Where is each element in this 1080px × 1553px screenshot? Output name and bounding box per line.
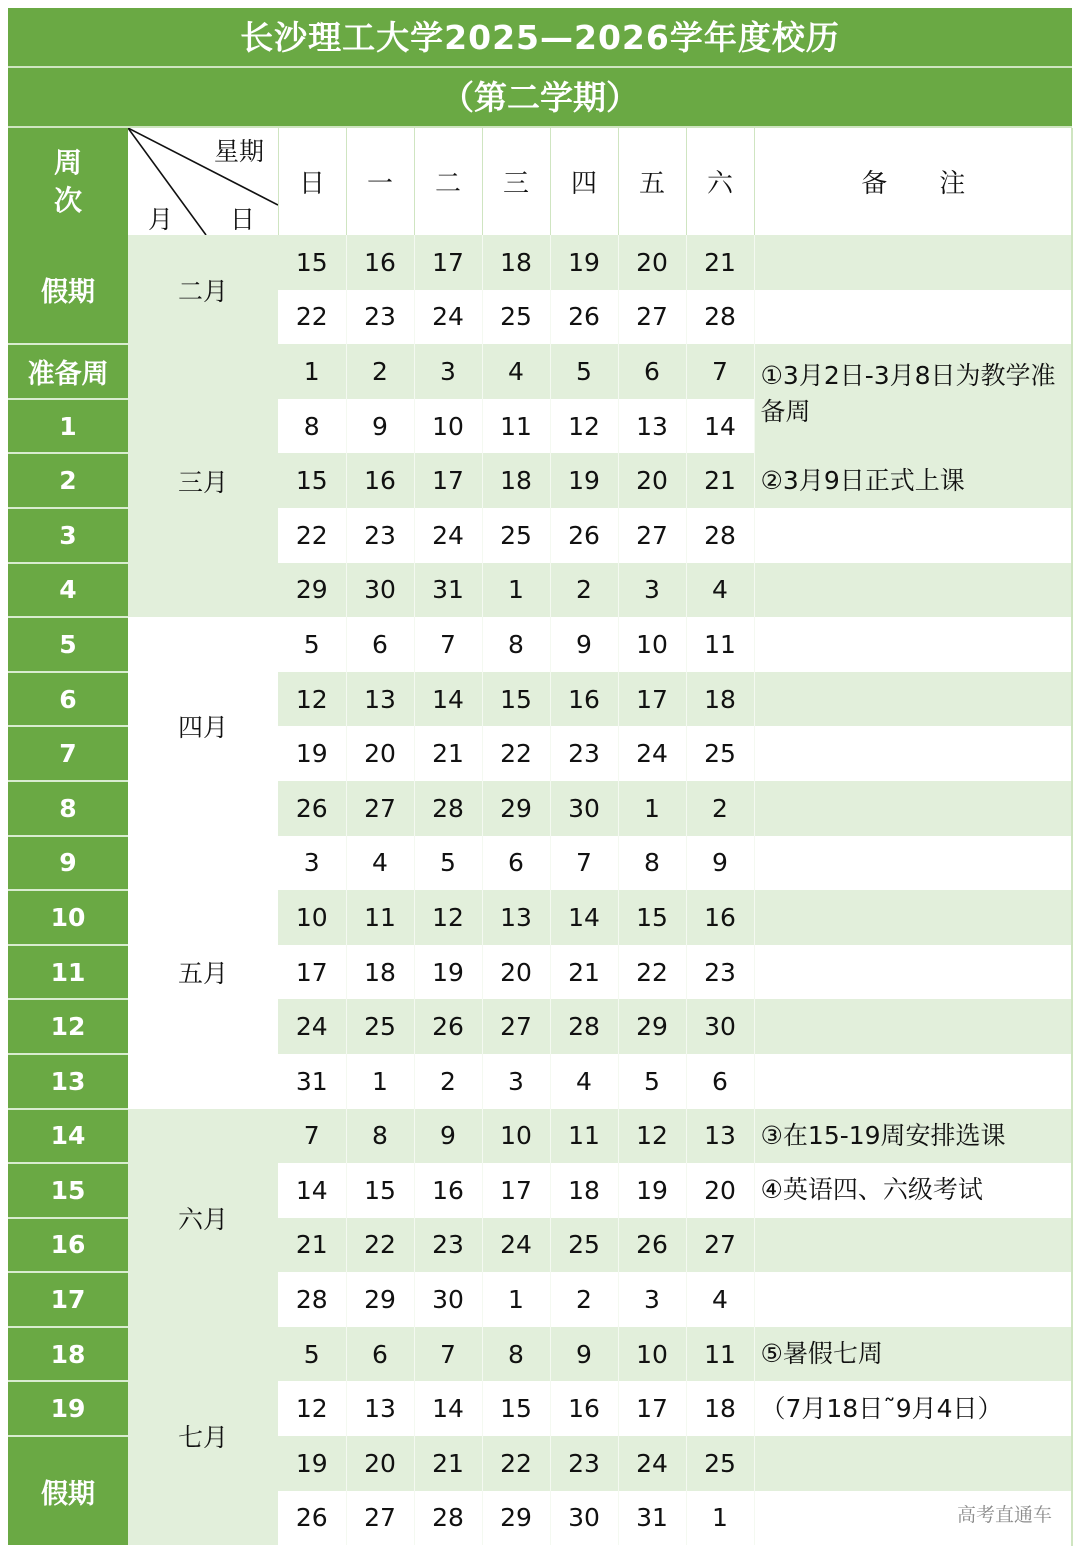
date-cell: 16 [414,1163,482,1218]
date-cell: 24 [414,508,482,563]
remark-summer-dates: （7月18日˜9月4日） [754,1381,1072,1436]
remark-cell [754,890,1072,945]
date-cell: 19 [550,235,618,290]
date-cell: 18 [346,945,414,1000]
week-cell: 16 [8,1218,128,1273]
date-cell: 5 [278,617,346,672]
date-cell: 22 [346,1218,414,1273]
date-cell: 18 [686,1381,754,1436]
day-header-fri: 五 [618,128,686,235]
date-cell: 17 [482,1163,550,1218]
date-cell: 1 [686,1491,754,1546]
date-cell: 5 [550,344,618,399]
date-cell: 15 [482,672,550,727]
date-cell: 1 [482,1272,550,1327]
date-cell: 23 [686,945,754,1000]
date-cell: 13 [686,1109,754,1164]
date-cell: 13 [346,1381,414,1436]
date-cell: 27 [346,1491,414,1546]
date-cell: 18 [550,1163,618,1218]
month-cell: 四月 [128,617,278,835]
date-cell: 31 [414,563,482,618]
remark-classes-start: ②3月9日正式上课 [754,453,1072,508]
date-cell: 24 [618,1436,686,1491]
day-header-wed: 三 [482,128,550,235]
week-cell: 3 [8,508,128,563]
date-cell: 23 [346,290,414,345]
date-cell: 7 [686,344,754,399]
date-cell: 9 [346,399,414,454]
date-cell: 15 [278,235,346,290]
week-cell: 1 [8,399,128,454]
date-cell: 1 [278,344,346,399]
date-cell: 30 [550,781,618,836]
week-cell: 19 [8,1381,128,1436]
remark-cell [754,290,1072,345]
remark-cell [754,672,1072,727]
date-cell: 4 [550,1054,618,1109]
date-cell: 6 [482,836,550,891]
date-cell: 5 [278,1327,346,1382]
week-cell: 4 [8,563,128,618]
date-cell: 16 [686,890,754,945]
day-header-sun: 日 [278,128,346,235]
date-cell: 20 [346,726,414,781]
date-cell: 25 [346,999,414,1054]
diag-month-label: 月 [148,205,174,234]
remark-cell [754,1436,1072,1491]
date-cell: 9 [550,1327,618,1382]
date-cell: 28 [414,781,482,836]
date-cell: 25 [686,726,754,781]
date-cell: 26 [618,1218,686,1273]
date-cell: 20 [482,945,550,1000]
date-cell: 9 [550,617,618,672]
date-cell: 20 [346,1436,414,1491]
date-cell: 22 [482,726,550,781]
date-cell: 3 [482,1054,550,1109]
date-cell: 12 [414,890,482,945]
diag-weekday-label: 星期 [214,137,265,166]
date-cell: 26 [550,508,618,563]
date-cell: 15 [482,1381,550,1436]
date-cell: 7 [414,617,482,672]
date-cell: 30 [686,999,754,1054]
date-cell: 29 [618,999,686,1054]
date-cell: 13 [346,672,414,727]
date-cell: 6 [686,1054,754,1109]
date-cell: 21 [414,1436,482,1491]
date-cell: 23 [346,508,414,563]
date-cell: 11 [686,1327,754,1382]
date-cell: 19 [550,453,618,508]
date-cell: 29 [346,1272,414,1327]
week-cell: 准备周 [8,344,128,399]
remark-course-selection: ③在15-19周安排选课 [754,1109,1072,1164]
date-cell: 24 [482,1218,550,1273]
date-cell: 29 [482,1491,550,1546]
date-cell: 4 [346,836,414,891]
date-cell: 13 [482,890,550,945]
date-cell: 12 [278,1381,346,1436]
week-cell: 2 [8,453,128,508]
month-cell: 二月 [128,235,278,344]
date-cell: 21 [686,235,754,290]
date-cell: 30 [414,1272,482,1327]
date-cell: 24 [414,290,482,345]
school-calendar [8,8,1072,1545]
date-cell: 27 [686,1218,754,1273]
date-cell: 27 [346,781,414,836]
date-cell: 28 [278,1272,346,1327]
calendar-subtitle: （第二学期） [8,68,1072,128]
remark-cell [754,945,1072,1000]
date-cell: 31 [278,1054,346,1109]
table-row [8,617,1072,672]
date-cell: 25 [482,290,550,345]
date-cell: 4 [686,1272,754,1327]
table-row [8,344,1072,399]
date-cell: 12 [550,399,618,454]
date-cell: 17 [278,945,346,1000]
day-header-sat: 六 [686,128,754,235]
date-cell: 24 [278,999,346,1054]
date-cell: 11 [550,1109,618,1164]
remark-cell [754,999,1072,1054]
date-cell: 18 [482,453,550,508]
date-cell: 21 [414,726,482,781]
remark-cell [754,1272,1072,1327]
date-cell: 3 [278,836,346,891]
week-header-line2: 次 [53,183,82,217]
date-cell: 3 [618,563,686,618]
date-cell: 27 [618,508,686,563]
date-cell: 10 [618,1327,686,1382]
date-cell: 4 [482,344,550,399]
remark-cell [754,1218,1072,1273]
date-cell: 6 [618,344,686,399]
date-cell: 10 [278,890,346,945]
table-right-border [1071,128,1073,1546]
date-cell: 28 [550,999,618,1054]
date-cell: 15 [278,453,346,508]
week-cell: 5 [8,617,128,672]
date-cell: 1 [618,781,686,836]
date-cell: 8 [482,1327,550,1382]
date-cell: 20 [618,453,686,508]
date-cell: 11 [482,399,550,454]
date-cell: 22 [482,1436,550,1491]
remarks-header: 备 注 [754,128,1072,235]
date-cell: 10 [618,617,686,672]
date-cell: 4 [686,563,754,618]
date-cell: 10 [414,399,482,454]
date-cell: 8 [482,617,550,672]
month-cell: 六月 [128,1109,278,1327]
date-cell: 2 [550,563,618,618]
date-cell: 24 [618,726,686,781]
date-cell: 23 [550,726,618,781]
date-cell: 28 [686,508,754,563]
week-cell: 15 [8,1163,128,1218]
week-cell: 14 [8,1109,128,1164]
date-cell: 9 [414,1109,482,1164]
date-cell: 22 [278,508,346,563]
date-cell: 29 [482,781,550,836]
date-cell: 11 [686,617,754,672]
date-cell: 15 [346,1163,414,1218]
date-cell: 20 [686,1163,754,1218]
date-cell: 23 [414,1218,482,1273]
week-cell: 9 [8,836,128,891]
date-cell: 21 [278,1218,346,1273]
remark-cell [754,235,1072,290]
date-cell: 22 [618,945,686,1000]
date-cell: 19 [414,945,482,1000]
week-cell: 17 [8,1272,128,1327]
week-cell: 假期 [8,1436,128,1545]
month-cell: 三月 [128,344,278,617]
date-cell: 29 [278,563,346,618]
date-cell: 26 [550,290,618,345]
date-cell: 1 [346,1054,414,1109]
date-cell: 31 [618,1491,686,1546]
table-row [8,1327,1072,1382]
date-cell: 16 [346,453,414,508]
date-cell: 18 [686,672,754,727]
week-cell: 10 [8,890,128,945]
month-cell: 七月 [128,1327,278,1545]
date-cell: 3 [414,344,482,399]
date-cell: 25 [482,508,550,563]
week-cell: 假期 [8,235,128,344]
date-cell: 27 [482,999,550,1054]
date-cell: 17 [618,1381,686,1436]
remark-cet-exam: ④英语四、六级考试 [754,1163,1072,1218]
date-cell: 16 [550,672,618,727]
date-cell: 26 [278,1491,346,1546]
date-cell: 25 [550,1218,618,1273]
week-cell: 7 [8,726,128,781]
week-header-line1: 周 [53,145,82,179]
date-cell: 14 [686,399,754,454]
remark-cell [754,508,1072,563]
date-cell: 21 [686,453,754,508]
date-cell: 12 [618,1109,686,1164]
date-cell: 22 [278,290,346,345]
date-cell: 2 [346,344,414,399]
date-cell: 18 [482,235,550,290]
date-cell: 9 [686,836,754,891]
date-cell: 16 [550,1381,618,1436]
date-cell: 7 [550,836,618,891]
week-cell: 12 [8,999,128,1054]
date-cell: 5 [618,1054,686,1109]
date-cell: 30 [550,1491,618,1546]
diagonal-header-cell [128,128,278,235]
week-cell: 18 [8,1327,128,1382]
date-cell: 30 [346,563,414,618]
date-cell: 20 [618,235,686,290]
date-cell: 8 [346,1109,414,1164]
table-row [8,235,1072,290]
remark-cell [754,781,1072,836]
header-row [8,128,1072,235]
watermark: 高考直通车 [956,1504,1052,1526]
date-cell: 14 [414,672,482,727]
date-cell: 19 [278,726,346,781]
date-cell: 14 [278,1163,346,1218]
table-row [8,1109,1072,1164]
date-cell: 8 [278,399,346,454]
week-cell: 8 [8,781,128,836]
remark-cell [754,726,1072,781]
date-cell: 23 [550,1436,618,1491]
calendar-table [8,128,1072,1545]
remark-cell [754,617,1072,672]
date-cell: 17 [618,672,686,727]
day-header-thu: 四 [550,128,618,235]
date-cell: 17 [414,453,482,508]
date-cell: 19 [278,1436,346,1491]
date-cell: 28 [686,290,754,345]
remark-cell [754,1054,1072,1109]
date-cell: 11 [346,890,414,945]
week-header [8,128,128,235]
date-cell: 7 [278,1109,346,1164]
date-cell: 14 [550,890,618,945]
remark-cell [754,563,1072,618]
date-cell: 6 [346,617,414,672]
remark-summer-break: ⑤暑假七周 [754,1327,1072,1382]
date-cell: 21 [550,945,618,1000]
date-cell: 10 [482,1109,550,1164]
diag-day-label: 日 [230,205,256,234]
date-cell: 17 [414,235,482,290]
remark-cell [754,836,1072,891]
date-cell: 1 [482,563,550,618]
date-cell: 15 [618,890,686,945]
week-cell: 6 [8,672,128,727]
date-cell: 6 [346,1327,414,1382]
date-cell: 2 [414,1054,482,1109]
date-cell: 14 [414,1381,482,1436]
day-header-mon: 一 [346,128,414,235]
calendar-title: 长沙理工大学2025—2026学年度校历 [8,8,1072,68]
date-cell: 7 [414,1327,482,1382]
date-cell: 2 [550,1272,618,1327]
date-cell: 19 [618,1163,686,1218]
date-cell: 28 [414,1491,482,1546]
month-cell: 五月 [128,836,278,1109]
date-cell: 8 [618,836,686,891]
date-cell: 26 [414,999,482,1054]
week-cell: 11 [8,945,128,1000]
date-cell: 26 [278,781,346,836]
date-cell: 16 [346,235,414,290]
date-cell: 13 [618,399,686,454]
date-cell: 3 [618,1272,686,1327]
date-cell: 12 [278,672,346,727]
table-row [8,836,1072,891]
date-cell: 5 [414,836,482,891]
date-cell: 2 [686,781,754,836]
remark-prep-week: ①3月2日-3月8日为教学准备周 [754,344,1072,453]
date-cell: 27 [618,290,686,345]
week-cell: 13 [8,1054,128,1109]
day-header-tue: 二 [414,128,482,235]
date-cell: 25 [686,1436,754,1491]
